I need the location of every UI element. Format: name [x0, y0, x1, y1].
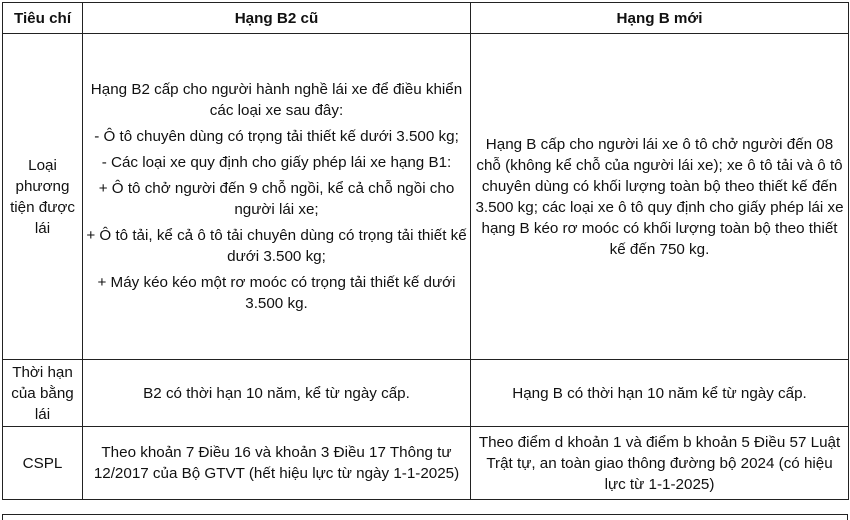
table-row [3, 427, 849, 500]
new-validity-cell: Hạng B có thời hạn 10 năm kể từ ngày cấp. [471, 360, 849, 427]
old-legal-basis-cell: Theo khoản 7 Điều 16 và khoản 3 Điều 17 Thông tư 12/2017 của Bộ GTVT (hết hiệu lực từ ngày 1-1-2025) [83, 427, 471, 500]
next-row-left-border [2, 514, 3, 520]
old-vehicle-types-cell [83, 34, 471, 360]
criterion-cell: Loại phương tiện được lái [3, 34, 83, 360]
table-row [3, 34, 849, 360]
next-row-top-border [2, 514, 848, 515]
next-row-right-border [847, 514, 848, 520]
old-text-line: - Ô tô chuyên dùng có trọng tải thiết kế dưới 3.500 kg; [94, 128, 459, 145]
table-row [3, 360, 849, 427]
old-text-line: + Ô tô chở người đến 9 chỗ ngồi, kể cả chỗ ngồi cho người lái xe; [98, 180, 455, 218]
new-legal-basis-cell: Theo điểm d khoản 1 và điểm b khoản 5 Điều 57 Luật Trật tự, an toàn giao thông đường bộ 2024 (có hiệu lực từ 1-1-2025) [471, 427, 849, 500]
old-validity-cell: B2 có thời hạn 10 năm, kể từ ngày cấp. [83, 360, 471, 427]
old-text-line: + Máy kéo kéo một rơ moóc có trọng tải thiết kế dưới 3.500 kg. [97, 274, 456, 312]
new-vehicle-types-cell: Hạng B cấp cho người lái xe ô tô chở người đến 08 chỗ (không kể chỗ của người lái xe); xe ô tô tải và ô tô chuyên dùng có khối lượng toàn bộ theo thiết kế đến 3.500 kg; các loại xe ô tô quy định cho giấy phép lái xe hạng B kéo rơ moóc có khối lượng toàn bộ theo thiết kế đến 750 kg. [471, 34, 849, 360]
table-header-row [3, 3, 849, 34]
old-text-line: - Các loại xe quy định cho giấy phép lái xe hạng B1: [101, 154, 452, 171]
criterion-cell: CSPL [3, 427, 83, 500]
old-text-line: + Ô tô tải, kể cả ô tô tải chuyên dùng có trọng tải thiết kế dưới 3.500 kg; [86, 227, 467, 265]
header-criterion: Tiêu chí [3, 3, 83, 34]
header-new-b: Hạng B mới [471, 3, 849, 34]
criterion-cell: Thời hạn của bằng lái [3, 360, 83, 427]
old-text-line: Hạng B2 cấp cho người hành nghề lái xe để điều khiển các loại xe sau đây: [90, 81, 463, 119]
header-old-b2: Hạng B2 cũ [83, 3, 471, 34]
comparison-table [2, 2, 849, 500]
